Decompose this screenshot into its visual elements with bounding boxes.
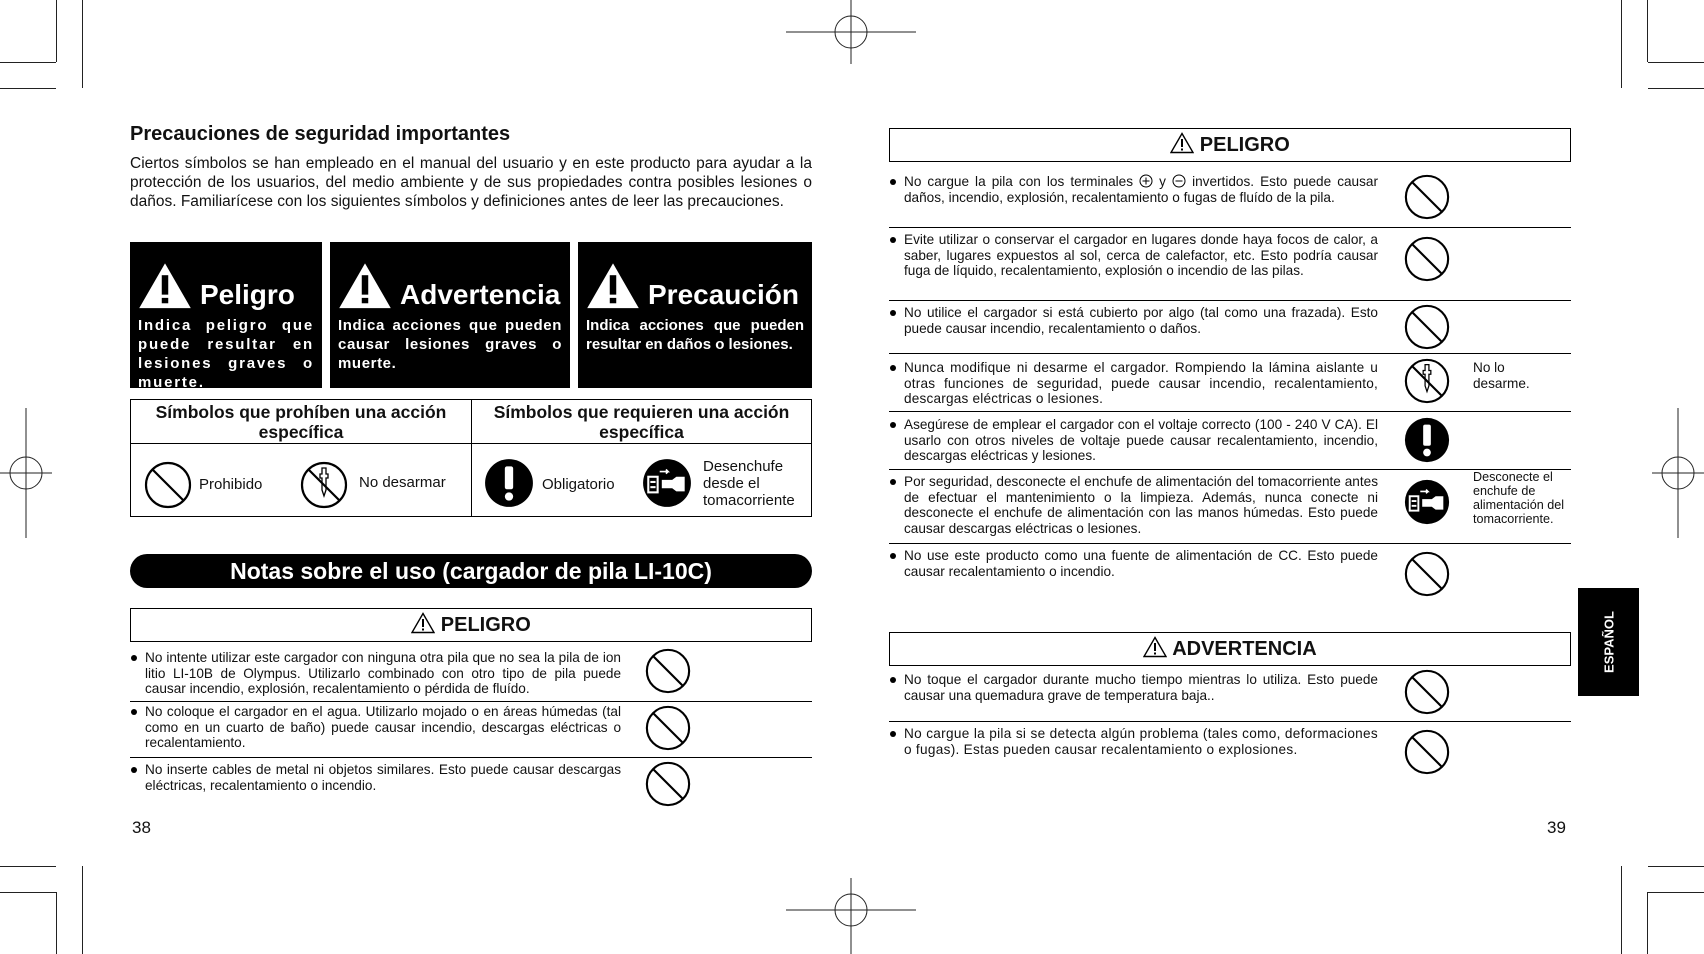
registration-mark-top bbox=[786, 0, 916, 64]
list-item bbox=[889, 228, 1571, 301]
list-item bbox=[889, 722, 1571, 780]
item-text: No utilice el cargador si está cubierto por algo (tal como una frazada). Esto puede causar incendio, recalentamiento o daños. bbox=[904, 305, 1378, 336]
signal-description: Indica peligro que puede resultar en lesiones graves o muerte. bbox=[138, 317, 314, 391]
mandatory-icon bbox=[1403, 416, 1451, 464]
require-header: Símbolos que requieren una acción específica bbox=[472, 400, 811, 444]
item-text: No coloque el cargador en el agua. Utilizarlo mojado o en áreas húmedas (tal como en un cuarto de baño) puede causar incendio, descargas eléctricas o recalentamiento. bbox=[145, 704, 621, 750]
language-tab-label: ESPAÑOL bbox=[1601, 611, 1616, 673]
minus-terminal-icon bbox=[1172, 174, 1186, 188]
warning-triangle-icon bbox=[1143, 636, 1167, 658]
unplug-icon bbox=[641, 457, 693, 509]
unplug-icon bbox=[1403, 478, 1451, 526]
prohibited-icon bbox=[1403, 303, 1451, 351]
prohibited-icon bbox=[1403, 668, 1451, 716]
language-tab bbox=[1578, 588, 1639, 696]
item-text: Asegúrese de emplear el cargador con el voltaje correcto (100 - 240 V CA). El usarlo con otros niveles de voltaje puede causar recalentamiento, incendio, descargas eléctricas y lesiones. bbox=[904, 417, 1378, 463]
no-disassemble-label: No desarmar bbox=[359, 474, 446, 491]
item-text: No cargue la pila si se detecta algún problema (tales como, deformaciones o fugas). Estas pueden causar recalentamiento o explosiones. bbox=[904, 726, 1378, 757]
warning-triangle-icon bbox=[1170, 132, 1194, 154]
item-text: Nunca modifique ni desarme el cargador. Rompiendo la lámina aislante u otras funciones de seguridad, puede causar incendio, recalentamiento, descargas eléctricas o lesiones. bbox=[904, 360, 1378, 406]
warning-triangle-icon bbox=[411, 612, 435, 634]
warning-heading: ADVERTENCIA bbox=[1172, 638, 1317, 660]
signal-word: Peligro bbox=[200, 279, 295, 310]
prohibited-icon bbox=[644, 647, 692, 695]
prohibited-icon bbox=[143, 460, 193, 510]
warning-triangle-icon bbox=[338, 262, 392, 310]
danger-heading: PELIGRO bbox=[440, 614, 531, 636]
item-note: Desconecte el enchufe de alimentación del tomacorriente. bbox=[1473, 470, 1565, 526]
page-title: Precauciones de seguridad importantes bbox=[130, 123, 511, 145]
signal-word: Advertencia bbox=[400, 279, 561, 310]
warning-heading-box bbox=[889, 632, 1571, 666]
list-item bbox=[889, 164, 1571, 228]
danger-heading: PELIGRO bbox=[1199, 134, 1290, 156]
list-item bbox=[889, 544, 1571, 602]
mandatory-icon bbox=[483, 457, 535, 509]
list-item bbox=[889, 470, 1571, 544]
unplug-label: Desenchufe desde el tomacorriente bbox=[703, 458, 795, 509]
signal-box-warning bbox=[330, 242, 570, 388]
intro-paragraph: Ciertos símbolos se han empleado en el manual del usuario y en este producto para ayudar a la protección de los usuarios, del medio ambiente y de sus propiedades contra posibles lesiones o daños. Familiarícese con los siguientes símbolos y definiciones antes de leer las precauciones. bbox=[130, 155, 812, 210]
no-disassemble-icon bbox=[1403, 357, 1451, 405]
signal-description: Indica acciones que pueden causar lesiones graves o muerte. bbox=[338, 317, 562, 372]
registration-mark-bottom bbox=[786, 878, 916, 954]
prohibited-icon bbox=[1403, 173, 1451, 221]
prohibited-icon bbox=[1403, 728, 1451, 776]
item-note: No lo desarme. bbox=[1473, 360, 1530, 391]
section-banner: Notas sobre el uso (cargador de pila LI-10C) bbox=[130, 554, 812, 588]
item-text: No cargue la pila con los terminales y invertidos. Esto puede causar daños, incendio, explosión, recalentamiento o fugas de fluído de la pila. bbox=[904, 174, 1379, 205]
danger-heading-box bbox=[130, 608, 812, 642]
signal-word: Precaución bbox=[648, 279, 799, 310]
item-text: No use este producto como una fuente de alimentación de CC. Esto puede causar recalentamiento o incendio. bbox=[904, 548, 1378, 579]
list-item bbox=[130, 702, 812, 758]
mandatory-label: Obligatorio bbox=[542, 476, 615, 493]
list-item bbox=[130, 758, 812, 808]
prohibited-icon bbox=[644, 760, 692, 808]
plus-terminal-icon bbox=[1139, 174, 1153, 188]
list-item bbox=[130, 644, 812, 702]
item-text: No intente utilizar este cargador con ninguna otra pila que no sea la pila de ion litio LI-10B de Olympus. Utilizarlo combinado con otro tipo de pila puede causar incendio, explosión, recalentamiento o pérdida de fluído. bbox=[145, 650, 621, 696]
warning-triangle-icon bbox=[138, 262, 192, 310]
item-text: Por seguridad, desconecte el enchufe de alimentación del tomacorriente antes de efectuar el mantenimiento o la limpieza. Además, nunca conecte ni desconecte el enchufe de alimentación con las manos húmedas. Esto puede causar descargas eléctricas o lesiones. bbox=[904, 474, 1378, 536]
signal-box-caution bbox=[578, 242, 812, 388]
prohibited-icon bbox=[1403, 235, 1451, 283]
list-item bbox=[889, 301, 1571, 354]
item-text: Evite utilizar o conservar el cargador en lugares donde haya focos de calor, a saber, lugares expuestos al sol, cerca de calefactor, etc. Esto podría causar fuga de líquido, recalentamiento, explosión o incendio de las pilas. bbox=[904, 232, 1378, 278]
registration-mark-right bbox=[1652, 408, 1704, 538]
registration-mark-left bbox=[0, 408, 52, 538]
page-number: 39 bbox=[1547, 818, 1566, 837]
warning-triangle-icon bbox=[586, 262, 640, 310]
page-number: 38 bbox=[132, 818, 151, 837]
symbols-table bbox=[130, 399, 812, 517]
list-item bbox=[889, 354, 1571, 412]
list-item bbox=[889, 668, 1571, 722]
list-item bbox=[889, 412, 1571, 470]
prohibited-icon bbox=[644, 704, 692, 752]
prohibit-header: Símbolos que prohíben una acción específica bbox=[131, 400, 471, 444]
danger-heading-box bbox=[889, 128, 1571, 162]
signal-box-danger bbox=[130, 242, 322, 391]
no-disassemble-icon bbox=[299, 460, 349, 510]
prohibited-label: Prohibido bbox=[199, 476, 263, 493]
signal-description: Indica acciones que pueden resultar en daños o lesiones. bbox=[586, 317, 804, 353]
item-text: No inserte cables de metal ni objetos similares. Esto puede causar descargas eléctricas, recalentamiento o incendio. bbox=[145, 762, 621, 793]
prohibited-icon bbox=[1403, 550, 1451, 598]
item-text: No toque el cargador durante mucho tiempo mientras lo utiliza. Esto puede causar una quemadura grave de temperatura baja.. bbox=[904, 672, 1378, 703]
